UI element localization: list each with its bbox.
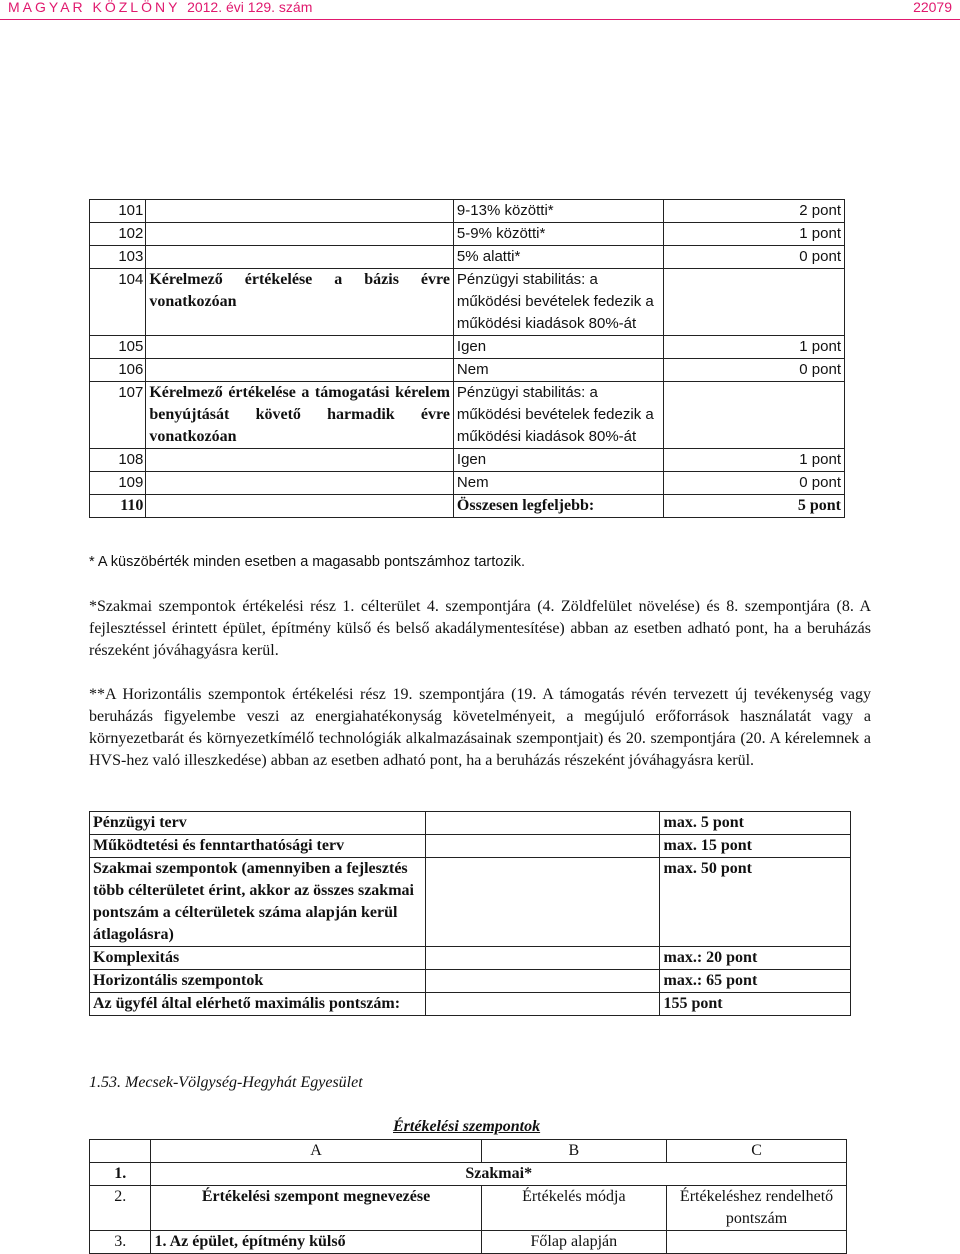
row-number: 107 — [90, 382, 146, 449]
points-cell: 0 pont — [663, 359, 844, 382]
summary-label: Komplexitás — [90, 947, 426, 970]
row-number: 104 — [90, 269, 146, 336]
points-cell: 2 pont — [663, 200, 844, 223]
row-label: Kérelmező értékelése a támogatási kérelem benyújtását követő harmadik évre vonatkozóan — [146, 382, 454, 449]
table-row — [90, 835, 851, 858]
row-number: 109 — [90, 472, 146, 495]
row-number: 1. — [90, 1163, 151, 1186]
table-row — [90, 382, 845, 449]
running-head — [8, 0, 312, 15]
row-number: 2. — [90, 1186, 151, 1231]
page-header — [0, 0, 960, 22]
issue-label: 2012. évi 129. szám — [187, 0, 313, 15]
criterion-cell: Pénzügyi stabilitás: a működési bevételek fedezik a működési kiadások 80%-át — [453, 382, 663, 449]
col-header-c: C — [667, 1140, 847, 1163]
table-cell — [90, 1140, 151, 1163]
summary-value: 155 pont — [660, 993, 851, 1016]
summary-label: Működtetési és fenntarthatósági terv — [90, 835, 426, 858]
table-row — [90, 449, 845, 472]
row-label — [146, 200, 454, 223]
summary-label: Pénzügyi terv — [90, 812, 426, 835]
row-label — [146, 246, 454, 269]
row-number: 102 — [90, 223, 146, 246]
evaluation-method-header: Értékelés módja — [481, 1186, 667, 1231]
criterion-cell: 5% alatti* — [453, 246, 663, 269]
points-cell: 1 pont — [663, 223, 844, 246]
note-professional-criteria: *Szakmai szempontok értékelési rész 1. célterület 4. szempontjára (4. Zöldfelület növelése) és 8. szempontjára (8. A fejlesztéssel érintett épület, építmény külső és belső akadálymentesítése) abban az esetben adható pont, ha a beruházás részeként jóváhagyásra kerül. — [89, 598, 871, 659]
section-caption: 1.53. Mecsek-Völgység-Hegyhát Egyesület — [89, 1074, 363, 1091]
table-cell — [425, 947, 660, 970]
points-cell: 0 pont — [663, 472, 844, 495]
summary-value: max. 50 pont — [660, 858, 851, 947]
row-label — [146, 472, 454, 495]
summary-label: Horizontális szempontok — [90, 970, 426, 993]
points-cell: 5 pont — [663, 495, 844, 518]
table-cell — [425, 812, 660, 835]
criterion-cell: Nem — [453, 359, 663, 382]
table-row — [90, 246, 845, 269]
points-cell — [663, 382, 844, 449]
points-header: Értékeléshez rendelhető pontszám — [667, 1186, 847, 1231]
header-rule — [0, 19, 960, 20]
points-cell — [663, 269, 844, 336]
table-row — [90, 223, 845, 246]
table-row — [90, 336, 845, 359]
table-row — [90, 1163, 847, 1186]
criterion-cell: Pénzügyi stabilitás: a működési bevételek fedezik a működési kiadások 80%-át — [453, 269, 663, 336]
criterion-cell: 5-9% közötti* — [453, 223, 663, 246]
threshold-footnote: * A küszöbérték minden esetben a magasabb pontszámhoz tartozik. — [89, 554, 526, 570]
criterion-cell: Nem — [453, 472, 663, 495]
criterion-cell: Igen — [453, 449, 663, 472]
summary-value: max.: 20 pont — [660, 947, 851, 970]
points-summary-table — [89, 811, 851, 1016]
row-label — [146, 336, 454, 359]
summary-label: Szakmai szempontok (amennyiben a fejlesztés több célterületet érint, akkor az összes szakmai pontszám a célterületek száma alapján kerül átlagolásra) — [90, 858, 426, 947]
publication-name: MAGYAR KÖZLÖNY — [8, 0, 181, 15]
row-number: 110 — [90, 495, 146, 518]
summary-label: Az ügyfél által elérhető maximális pontszám: — [90, 993, 426, 1016]
table-row — [90, 858, 851, 947]
table-cell — [425, 993, 660, 1016]
row-label — [146, 359, 454, 382]
summary-value: max. 15 pont — [660, 835, 851, 858]
points-cell: 0 pont — [663, 246, 844, 269]
criterion-cell: 9-13% közötti* — [453, 200, 663, 223]
page-number: 22079 — [913, 0, 952, 15]
row-number: 103 — [90, 246, 146, 269]
table-row — [90, 1231, 847, 1254]
table-row — [90, 1186, 847, 1231]
row-label — [146, 449, 454, 472]
table-row — [90, 472, 845, 495]
row-label — [146, 223, 454, 246]
criterion-cell: Igen — [453, 336, 663, 359]
criterion-name: 1. Az épület, építmény külső — [151, 1231, 481, 1254]
points-cell: 1 pont — [663, 449, 844, 472]
row-number: 3. — [90, 1231, 151, 1254]
table-row — [90, 200, 845, 223]
row-label: Kérelmező értékelése a bázis évre vonatkozóan — [146, 269, 454, 336]
scoring-table — [89, 199, 845, 518]
criterion-name-header: Értékelési szempont megnevezése — [151, 1186, 481, 1231]
points-cell: 1 pont — [663, 336, 844, 359]
summary-value: max.: 65 pont — [660, 970, 851, 993]
evaluation-table-title: Értékelési szempontok — [393, 1118, 541, 1135]
table-row — [90, 1140, 847, 1163]
evaluation-method: Főlap alapján — [481, 1231, 667, 1254]
table-row — [90, 993, 851, 1016]
row-number: 101 — [90, 200, 146, 223]
table-row — [90, 359, 845, 382]
row-number: 105 — [90, 336, 146, 359]
summary-value: max. 5 pont — [660, 812, 851, 835]
table-cell — [425, 835, 660, 858]
note-horizontal-criteria: **A Horizontális szempontok értékelési rész 19. szempontjára (19. A támogatás révén tervezett új tevékenység vagy beruházás figyelembe veszi az energiahatékonyság követelményeit, a megújuló erőforrások használatát vagy a környezetbarát és környezetkímélő technológiák alkalmazásainak szempontjait) és 20. szempontjára (20. A kérelemnek a HVS-hez való illeszkedése) abban az esetben adható pont, ha a beruházás részeként jóváhagyásra kerül. — [89, 686, 871, 769]
table-cell — [425, 970, 660, 993]
row-label — [146, 495, 454, 518]
table-row — [90, 812, 851, 835]
col-header-b: B — [481, 1140, 667, 1163]
section-heading-cell: Szakmai* — [151, 1163, 847, 1186]
table-row — [90, 495, 845, 518]
table-cell — [425, 858, 660, 947]
col-header-a: A — [151, 1140, 481, 1163]
row-number: 106 — [90, 359, 146, 382]
points-cell — [667, 1231, 847, 1254]
row-number: 108 — [90, 449, 146, 472]
table-row — [90, 947, 851, 970]
criterion-cell: Összesen legfeljebb: — [453, 495, 663, 518]
table-row — [90, 269, 845, 336]
table-row — [90, 970, 851, 993]
evaluation-criteria-table — [89, 1139, 847, 1254]
